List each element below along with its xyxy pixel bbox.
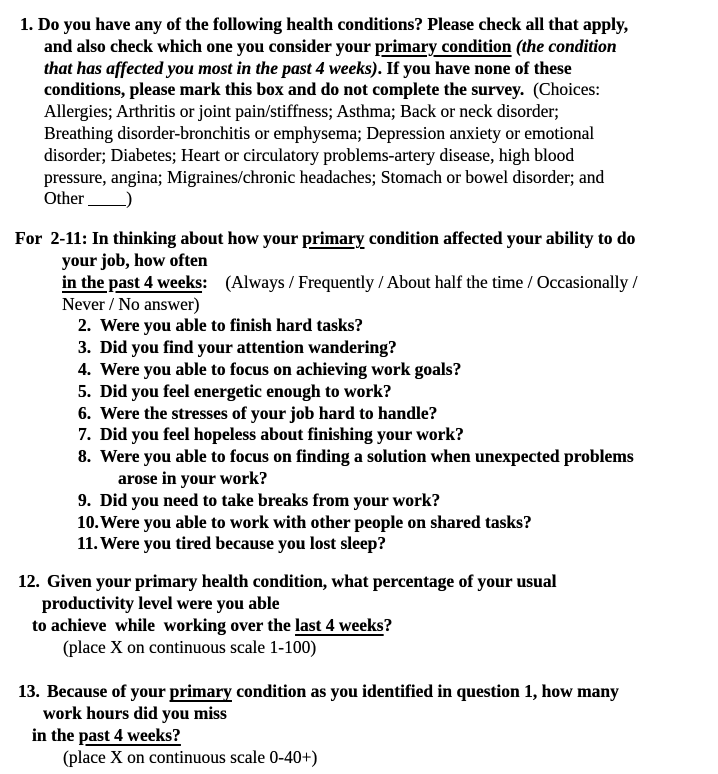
- text-run: that has affected you most in the past 4 weeks): [44, 57, 378, 78]
- text-run: Did you need to take breaks from your work?: [100, 489, 441, 510]
- text-run: Never / No answer): [62, 293, 200, 314]
- question-1-line-8: [0, 167, 718, 189]
- question-7: [0, 424, 718, 446]
- question-3: [0, 337, 718, 359]
- question-4: [0, 359, 718, 381]
- question-10-line-1: [0, 512, 718, 534]
- text-run: to achieve while working over the: [32, 614, 296, 635]
- question-13-line-2: [0, 703, 718, 725]
- text-run: Were you able to focus on finding a solution when unexpected problems: [100, 446, 634, 467]
- question-1-line-4: [0, 79, 718, 101]
- text-run: 2.: [78, 315, 92, 336]
- text-run: pressure, angina; Migraines/chronic headaches; Stomach or bowel disorder; and: [44, 166, 605, 187]
- text-run: Do you have any of the following health conditions? Please check all that apply,: [38, 14, 629, 34]
- text-run: last 4 weeks: [295, 614, 384, 635]
- text-run: Did you feel energetic enough to work?: [100, 380, 392, 401]
- question-9: [0, 490, 718, 512]
- instructions-2-11: [0, 228, 718, 315]
- instructions-2-11-line-4: [0, 294, 718, 316]
- question-13: [0, 681, 718, 768]
- text-run: productivity level were you able: [42, 592, 280, 613]
- question-11: [0, 533, 718, 555]
- question-1-line-2: [0, 36, 718, 58]
- text-run: 10.: [77, 511, 99, 532]
- text-run: :: [202, 271, 208, 292]
- instructions-2-11-line-2: [0, 250, 718, 272]
- text-run: Allergies; Arthritis or joint pain/stiffness; Asthma; Back or neck disorder;: [44, 101, 560, 122]
- text-run: ?: [383, 614, 393, 635]
- text-run: . If you have none of these: [377, 57, 572, 78]
- text-run: arose in your work?: [118, 467, 268, 488]
- question-1-line-7: [0, 145, 718, 167]
- question-10: [0, 512, 718, 534]
- text-run: (Always / Frequently / About half the time / Occasionally /: [207, 271, 638, 292]
- question-5-line-1: [0, 381, 718, 403]
- question-12-line-1: [0, 571, 718, 593]
- question-4-line-1: [0, 359, 718, 381]
- text-run: 13.: [18, 681, 40, 702]
- text-run: work hours did you miss: [43, 703, 227, 724]
- text-run: 1.: [20, 14, 34, 34]
- text-run: 3.: [78, 337, 92, 358]
- text-run: 8.: [78, 446, 92, 467]
- question-13-line-1: [0, 681, 718, 703]
- text-run: conditions, please mark this box and do not complete the survey.: [44, 79, 525, 100]
- question-1-line-1: [0, 14, 718, 36]
- text-run: 5.: [78, 380, 92, 401]
- text-run: 12.: [18, 571, 40, 592]
- question-1: [0, 14, 718, 210]
- fill-in-blank: [88, 200, 126, 206]
- text-run: (the condition: [515, 35, 617, 56]
- text-run: condition as you identified in question 1, how many: [231, 681, 619, 702]
- question-12: [0, 571, 718, 658]
- question-1-line-9: [0, 188, 718, 210]
- text-run: ): [126, 188, 133, 209]
- text-run: Breathing disorder-bronchitis or emphysema; Depression anxiety or emotional: [44, 122, 595, 143]
- instructions-2-11-line-3: [0, 272, 718, 294]
- question-12-line-4: [0, 637, 718, 659]
- text-run: 11.: [77, 533, 98, 554]
- text-run: in the past 4 weeks: [62, 271, 203, 292]
- question-1-line-3: [0, 58, 718, 80]
- question-3-line-1: [0, 337, 718, 359]
- text-run: Were you tired because you lost sleep?: [100, 533, 387, 554]
- text-run: (place X on continuous scale 0-40+): [63, 746, 318, 767]
- question-12-line-2: [0, 593, 718, 615]
- text-run: 7.: [78, 424, 92, 445]
- question-6-line-1: [0, 403, 718, 425]
- question-7-line-1: [0, 424, 718, 446]
- text-run: past 4 weeks?: [78, 724, 181, 745]
- text-run: Did you find your attention wandering?: [100, 337, 397, 358]
- question-2: [0, 315, 718, 337]
- question-1-line-5: [0, 101, 718, 123]
- question-12-line-3: [0, 615, 718, 637]
- text-run: Did you feel hopeless about finishing your work?: [100, 424, 464, 445]
- text-run: Were you able to focus on achieving work goals?: [100, 358, 462, 379]
- text-run: and also check which one you consider your: [44, 35, 375, 56]
- text-run: Because of your: [47, 681, 170, 702]
- question-8-line-2: [0, 468, 718, 490]
- text-run: 6.: [78, 402, 92, 423]
- question-8: [0, 446, 718, 490]
- question-11-line-1: [0, 533, 718, 555]
- question-8-line-1: [0, 446, 718, 468]
- text-run: (place X on continuous scale 1-100): [63, 636, 317, 657]
- question-13-line-3: [0, 725, 718, 747]
- text-run: 4.: [78, 358, 92, 379]
- text-run: your job, how often: [62, 249, 208, 270]
- question-6: [0, 403, 718, 425]
- question-5: [0, 381, 718, 403]
- question-13-line-4: [0, 747, 718, 769]
- text-run: primary: [169, 681, 232, 702]
- text-run: Were you able to finish hard tasks?: [100, 315, 364, 336]
- question-9-line-1: [0, 490, 718, 512]
- text-run: Other: [44, 188, 89, 209]
- text-run: 9.: [78, 489, 92, 510]
- text-run: Were you able to work with other people on shared tasks?: [100, 511, 532, 532]
- question-2-line-1: [0, 315, 718, 337]
- instructions-2-11-line-1: [0, 228, 718, 250]
- text-run: condition affected your ability to do: [364, 228, 636, 249]
- text-run: (Choices:: [524, 79, 601, 100]
- text-run: primary: [302, 228, 365, 249]
- question-1-line-6: [0, 123, 718, 145]
- text-run: For 2-11: In thinking about how your: [15, 228, 303, 249]
- text-run: Were the stresses of your job hard to handle?: [100, 402, 438, 423]
- text-run: disorder; Diabetes; Heart or circulatory problems-artery disease, high blood: [44, 144, 575, 165]
- text-run: in the: [32, 724, 79, 745]
- text-run: primary condition: [374, 35, 512, 56]
- text-run: Given your primary health condition, what percentage of your usual: [47, 571, 557, 592]
